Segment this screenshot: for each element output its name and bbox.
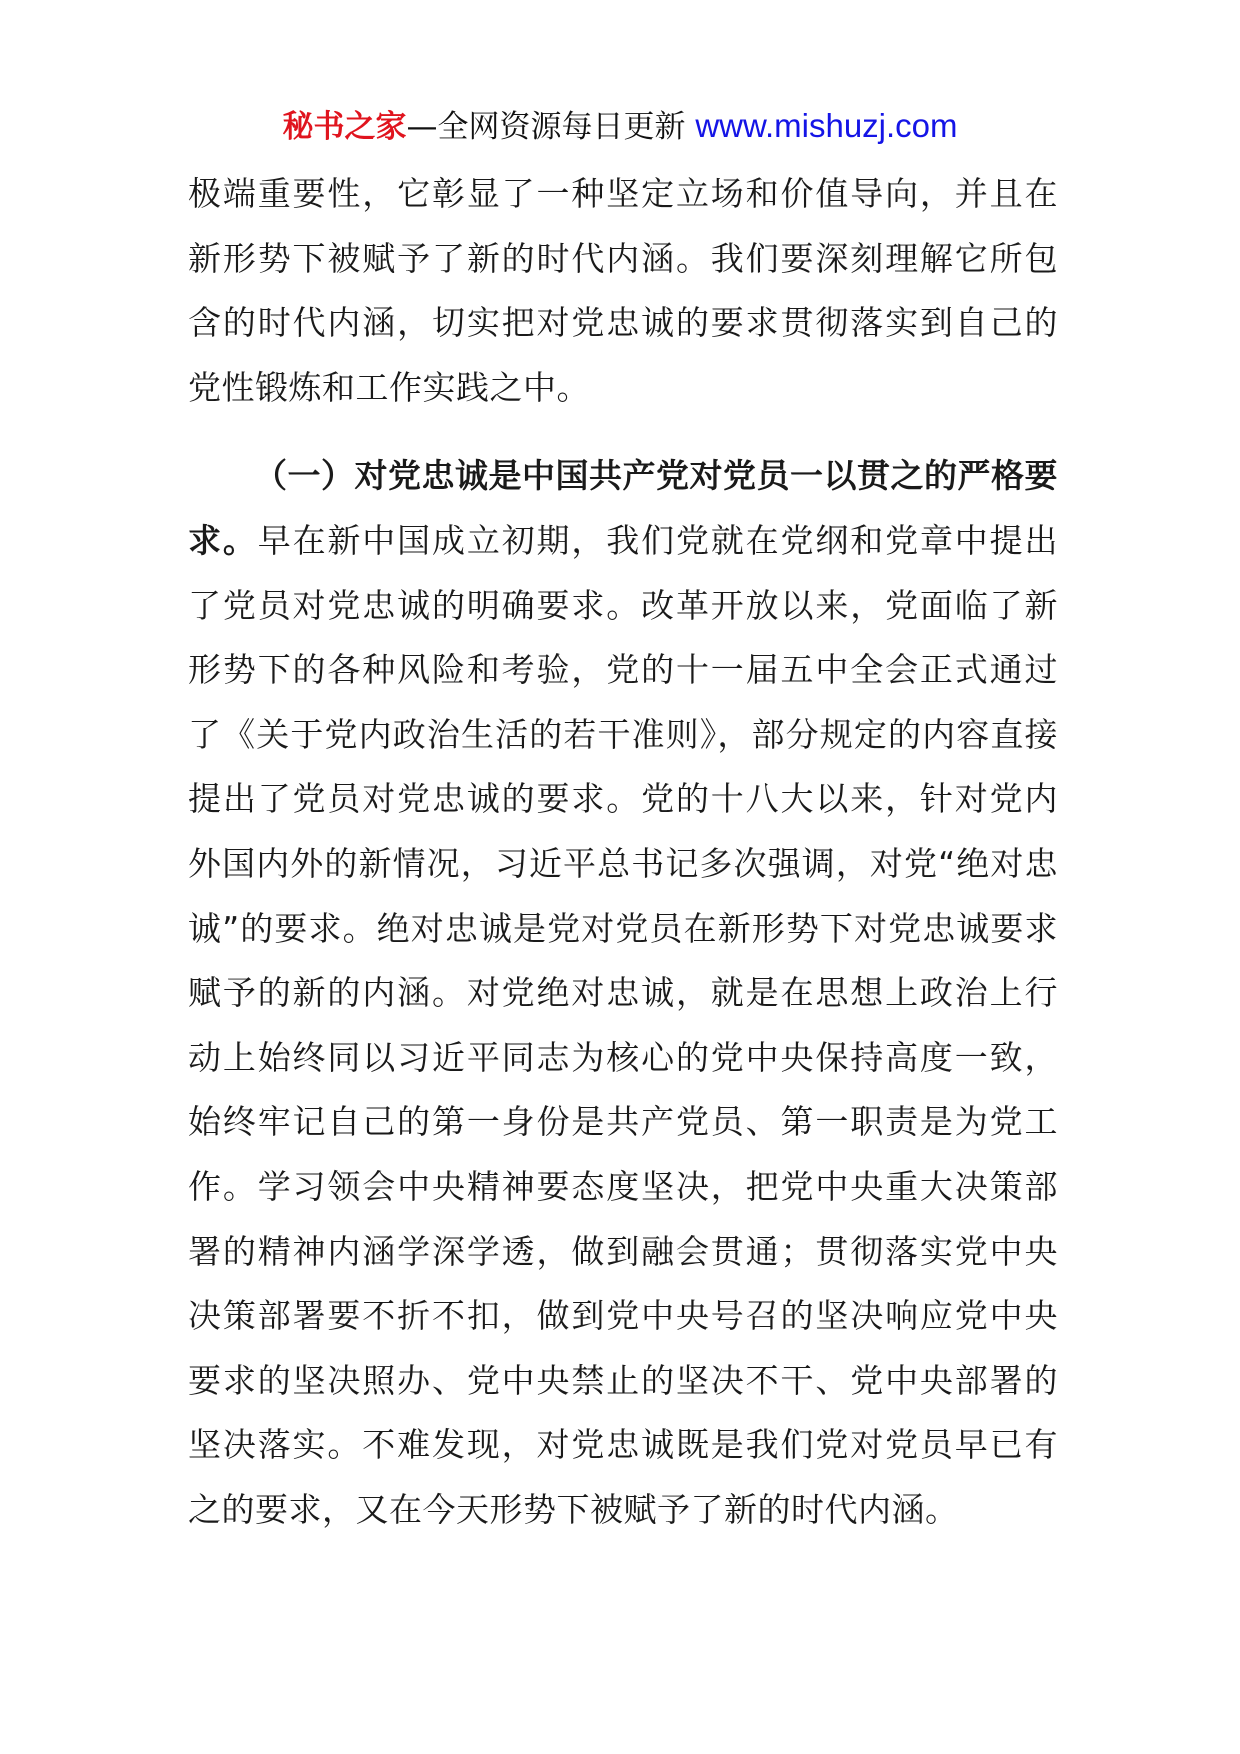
site-tagline: —全网资源每日更新	[406, 109, 686, 145]
body-paragraph-section-1	[188, 444, 1058, 1542]
site-header	[0, 100, 1240, 153]
section-heading: （一）对党忠诚是中国共产党对党员一以贯之的严格要求。	[188, 456, 1058, 560]
document-body	[188, 162, 1058, 1542]
site-brand: 秘书之家	[282, 109, 407, 145]
section-body-text: 早在新中国成立初期，我们党就在党纲和党章中提出了党员对党忠诚的明确要求。改革开放以来，党面临了新形势下的各种风险和考验，党的十一届五中全会正式通过了《关于党内政治生活的若干准则》，部分规定的内容直接提出了党员对党忠诚的要求。党的十八大以来，针对党内外国内外的新情况，习近平总书记多次强调，对党“绝对忠诚”的要求。绝对忠诚是党对党员在新形势下对党忠诚要求赋予的新的内涵。对党绝对忠诚，就是在思想上政治上行动上始终同以习近平同志为核心的党中央保持高度一致，始终牢记自己的第一身份是共产党员、第一职责是为党工作。学习领会中央精神要态度坚决，把党中央重大决策部署的精神内涵学深学透，做到融会贯通；贯彻落实党中央决策部署要不折不扣，做到党中央号召的坚决响应党中央要求的坚决照办、党中央禁止的坚决不干、党中央部署的坚决落实。不难发现，对党忠诚既是我们党对党员早已有之的要求，又在今天形势下被赋予了新的时代内涵。	[188, 520, 1059, 1529]
body-paragraph-continued: 极端重要性，它彰显了一种坚定立场和价值导向，并且在新形势下被赋予了新的时代内涵。我们要深刻理解它所包含的时代内涵，切实把对党忠诚的要求贯彻落实到自己的党性锻炼和工作实践之中。	[188, 174, 1058, 407]
site-url-link[interactable]: www.mishuzj.com	[695, 107, 958, 144]
